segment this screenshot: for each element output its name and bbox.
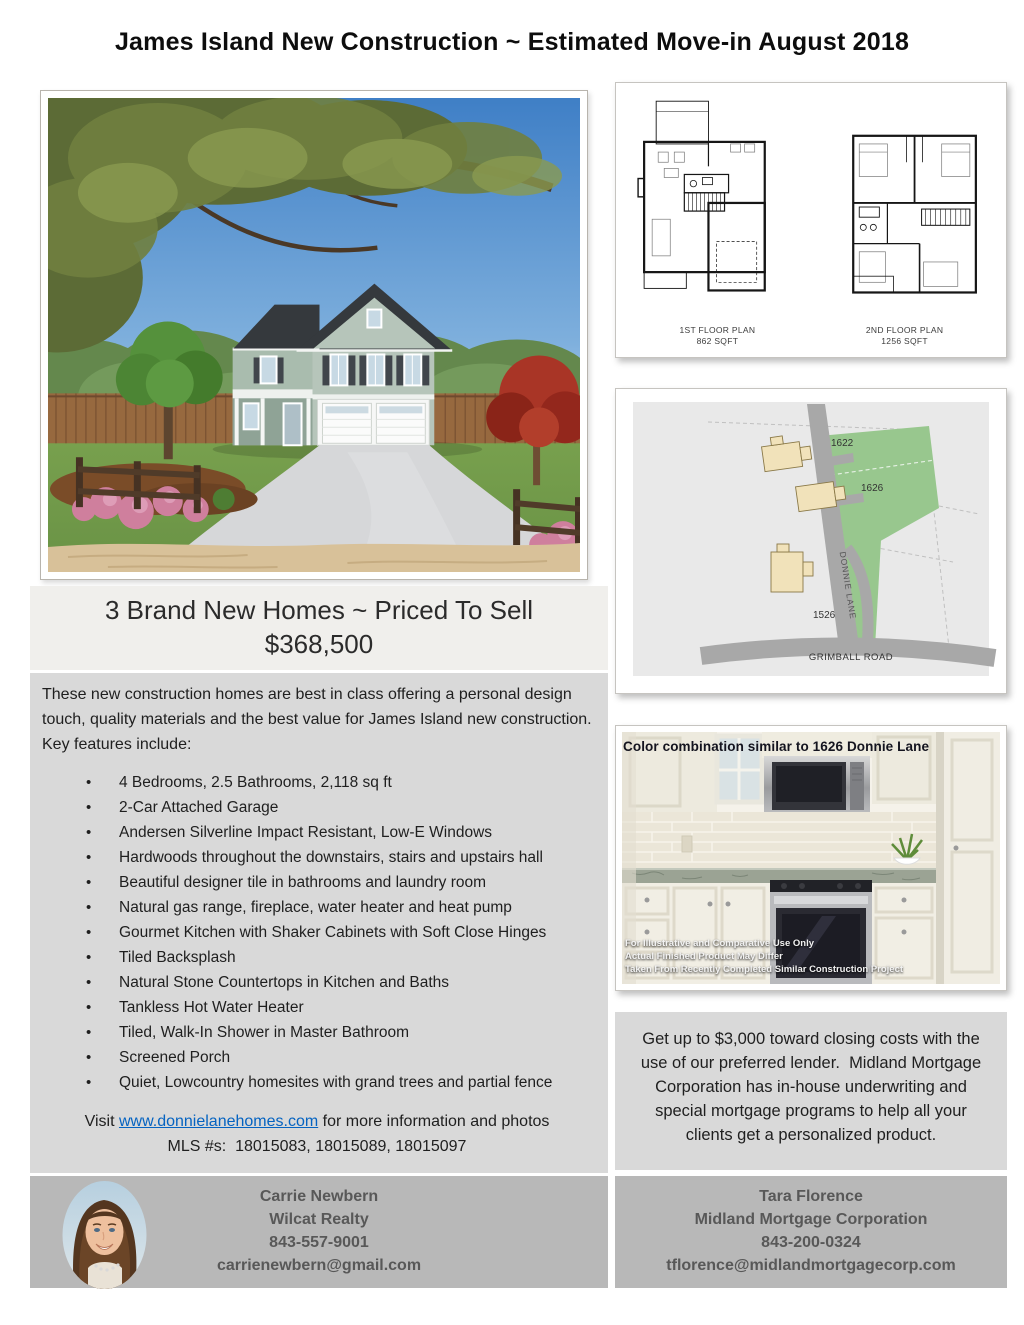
- feature-item: • Tankless Hot Water Heater: [86, 995, 592, 1020]
- floor-plans-figure: [615, 82, 1007, 358]
- feature-item: • Screened Porch: [86, 1045, 592, 1070]
- feature-item: • Beautiful designer tile in bathrooms and laundry room: [86, 870, 592, 895]
- plan1-sqft: 862 SQFT: [696, 336, 739, 346]
- plan2-sqft: 1256 SQFT: [881, 336, 928, 346]
- features-list: [42, 770, 592, 1095]
- agent-email: carrienewbern@gmail.com: [216, 1257, 422, 1274]
- visit-prefix: Visit: [84, 1113, 119, 1130]
- headline-block: [30, 586, 608, 670]
- feature-item: • Natural gas range, fireplace, water heater and heat pump: [86, 895, 592, 920]
- feature-item: • Tiled, Walk-In Shower in Master Bathroom: [86, 1020, 592, 1045]
- agent-phone: 843-557-9001: [269, 1234, 369, 1251]
- price-text: $368,500: [264, 629, 374, 659]
- donnie-lane-label: DONNIE LANE: [837, 550, 859, 621]
- visit-suffix: for more information and photos: [318, 1113, 550, 1130]
- mls-numbers: MLS #s: 18015083, 18015089, 18015097: [167, 1138, 467, 1155]
- second-floor-plan-label: [815, 325, 994, 347]
- feature-item: • Andersen Silverline Impact Resistant, Low-E Windows: [86, 820, 592, 845]
- page-title: James Island New Construction ~ Estimated Move-in August 2018: [114, 28, 910, 56]
- lender-offer-block: [615, 1012, 1007, 1170]
- features-block: [30, 673, 608, 1173]
- house-rendering-photo: [40, 90, 588, 580]
- lot-1622-label: 1622: [831, 438, 854, 449]
- lot-1626-label: 1626: [861, 483, 884, 494]
- grimball-road-label: GRIMBALL ROAD: [808, 652, 894, 663]
- headline-text: 3 Brand New Homes ~ Priced To Sell: [105, 595, 533, 625]
- disclaimer-line-3: Taken From Recently Completed Similar Construction Project: [625, 964, 904, 975]
- kitchen-caption: Color combination similar to 1626 Donnie Lane: [623, 739, 930, 754]
- visit-line: [42, 1109, 592, 1134]
- agent-name: Carrie Newbern: [259, 1188, 379, 1205]
- kitchen-photo-figure: [615, 725, 1007, 991]
- feature-item: • Gourmet Kitchen with Shaker Cabinets with Soft Close Hinges: [86, 920, 592, 945]
- site-plan-figure: [615, 388, 1007, 694]
- lender-name: Tara Florence: [759, 1188, 863, 1205]
- agent-headshot: [62, 1180, 147, 1290]
- feature-item: • Hardwoods throughout the downstairs, stairs and upstairs hall: [86, 845, 592, 870]
- lender-phone: 843-200-0324: [761, 1234, 861, 1251]
- feature-item: • 4 Bedrooms, 2.5 Bathrooms, 2,118 sq ft: [86, 770, 592, 795]
- agent-company: Wilcat Realty: [269, 1211, 369, 1228]
- feature-item: • Tiled Backsplash: [86, 945, 592, 970]
- disclaimer-line-2: Actual Finished Product May Differ: [625, 951, 783, 962]
- feature-item: • Natural Stone Countertops in Kitchen and Baths: [86, 970, 592, 995]
- lender-offer-text: Get up to $3,000 toward closing costs with the use of our preferred lender. Midland Mortgage Corporation has in-house underwriting and special mortgage programs to help all your clients get a personalized product.: [640, 1030, 986, 1144]
- disclaimer-line-1: For Illustrative and Comparative Use Only: [625, 938, 814, 949]
- house-rendering-image: [48, 98, 580, 572]
- kitchen-disclaimer: [625, 937, 903, 976]
- lot-1526-label: 1526: [813, 610, 836, 621]
- lender-company: Midland Mortgage Corporation: [694, 1211, 928, 1228]
- plan1-title: 1ST FLOOR PLAN: [679, 325, 756, 335]
- lender-card: [615, 1176, 1007, 1288]
- agent-headshot-image: [62, 1180, 147, 1290]
- lender-email: tflorence@midlandmortgagecorp.com: [666, 1257, 956, 1274]
- intro-paragraph: These new construction homes are best in class offering a personal design touch, quality materials and the best value for James Island new construction. Key features include:: [42, 686, 601, 753]
- website-link[interactable]: www.donnielanehomes.com: [118, 1113, 319, 1130]
- site-plan-image: [623, 396, 999, 686]
- plan2-title: 2ND FLOOR PLAN: [865, 325, 944, 335]
- floor-plans-image: [622, 89, 1000, 323]
- feature-item: • 2-Car Attached Garage: [86, 795, 592, 820]
- first-floor-plan-label: [628, 325, 807, 347]
- feature-item: • Quiet, Lowcountry homesites with grand trees and partial fence: [86, 1070, 592, 1095]
